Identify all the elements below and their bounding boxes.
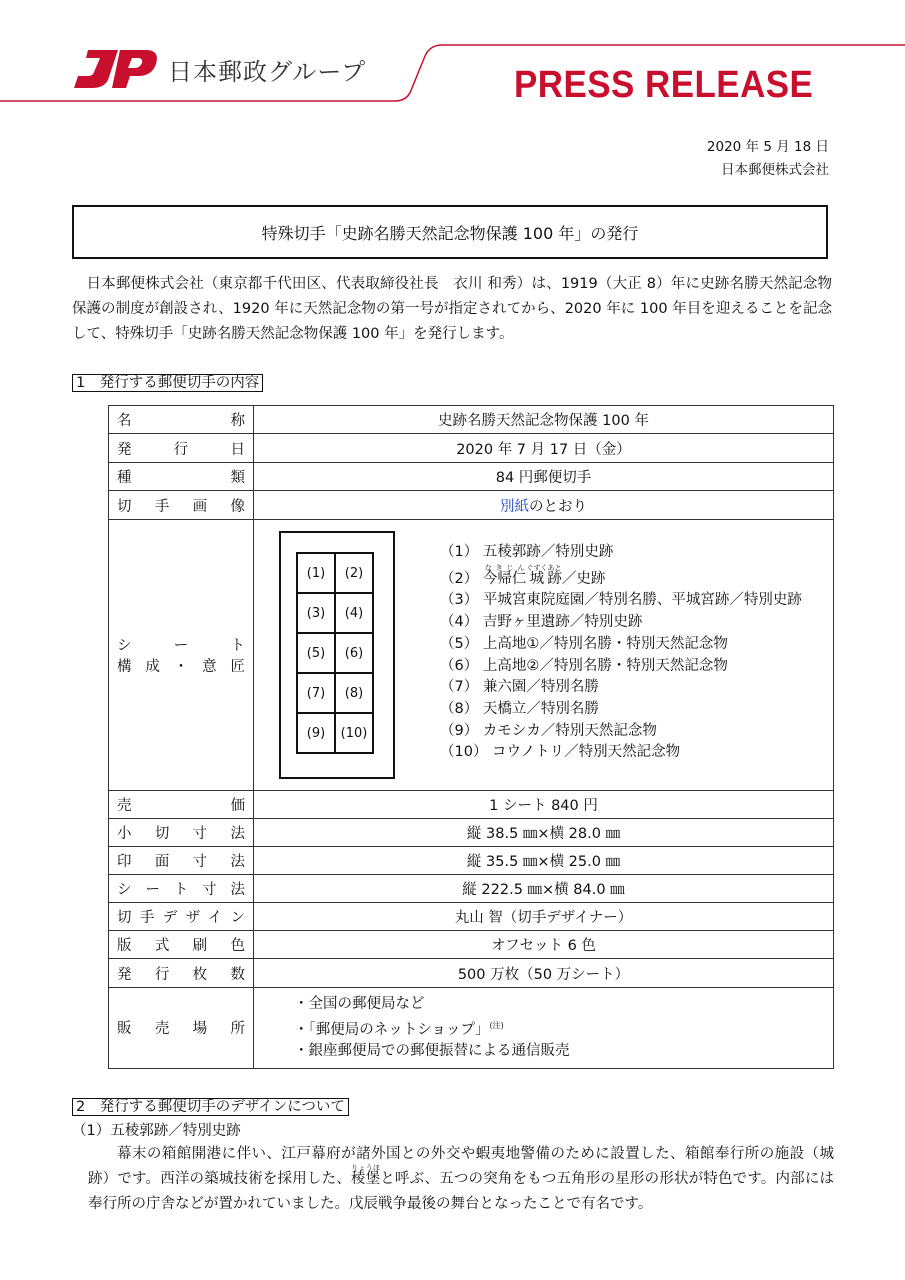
stamp-cell: (10) <box>335 713 373 753</box>
row-value: 1 シート 840 円 <box>254 791 834 819</box>
row-value: 史跡名勝天然記念物保護 100 年 <box>254 406 834 434</box>
row-label: シート寸法 <box>109 875 254 903</box>
stamp-details-table <box>108 405 834 1069</box>
logo-text: 日本郵政グループ <box>168 58 367 86</box>
stamp-cell: (8) <box>335 673 373 713</box>
row-label-line: 構成・意匠 <box>117 659 245 675</box>
sales-item-text: ・「郵便局のネットショップ」 <box>294 1021 490 1038</box>
note-marker: (注) <box>489 1021 504 1030</box>
list-item <box>440 564 802 591</box>
row-label: 印面寸法 <box>109 847 254 875</box>
sales-item: ・銀座郵便局での郵便振替による通信販売 <box>294 1042 570 1059</box>
row-value: 500 万枚（50 万シート） <box>254 959 834 988</box>
table-row <box>109 434 834 463</box>
row-value: 2020 年 7 月 17 日（金） <box>254 434 834 463</box>
table-row <box>109 406 834 434</box>
list-item-text: ／史跡 <box>561 570 606 587</box>
company-name: 日本郵便株式会社 <box>721 162 829 178</box>
attachment-link[interactable]: 別紙 <box>500 498 529 515</box>
row-label: 名称 <box>109 406 254 434</box>
stamp-cell: (5) <box>297 633 335 673</box>
list-item: （1） 五稜郭跡／特別史跡 <box>440 544 614 560</box>
row-value <box>254 491 834 520</box>
row-label: 切手デザイン <box>109 903 254 931</box>
row-value: 84 円郵便切手 <box>254 463 834 491</box>
row-label: 小切寸法 <box>109 819 254 847</box>
sales-item <box>294 1015 833 1041</box>
list-item: （8） 天橋立／特別名勝 <box>440 700 599 717</box>
row-value <box>254 988 834 1069</box>
furigana: ぐすく <box>526 563 548 572</box>
stamp-cell: (2) <box>335 553 373 593</box>
table-row <box>109 903 834 931</box>
jp-logo-icon <box>74 50 157 88</box>
stamp-grid <box>296 552 374 754</box>
stamp-cell: (7) <box>297 673 335 713</box>
row-label: 発行枚数 <box>109 959 254 988</box>
list-item: （5） 上高地①／特別名勝・特別天然記念物 <box>440 635 728 652</box>
list-item: （9） カモシカ／特別天然記念物 <box>440 722 657 739</box>
row-value: 縦 35.5 ㎜×横 25.0 ㎜ <box>254 847 834 875</box>
table-row <box>109 463 834 491</box>
row-label: 版式刷色 <box>109 931 254 959</box>
list-item: （4） 吉野ヶ里遺跡／特別史跡 <box>440 614 643 631</box>
row-label: 売価 <box>109 791 254 819</box>
release-date: 2020 年 5 月 18 日 <box>706 139 829 155</box>
description-text: と呼ぶ、五つの突角をもつ五角形の星形の形状が特色です。内部には奉行所の庁舎などが置かれていました。戊辰戦争最後の舞台となったことで有名です。 <box>88 1171 834 1212</box>
ruby-base: 城 <box>526 570 548 587</box>
date-block <box>707 136 829 182</box>
table-row <box>109 959 834 988</box>
list-item: （3） 平城宮東院庭園／特別名勝、平城宮跡／特別史跡 <box>440 592 802 609</box>
furigana: あと <box>547 563 562 572</box>
ruby-base: 稜堡 <box>350 1171 381 1187</box>
intro-paragraph: 日本郵便株式会社（東京都千代田区、代表取締役社長 衣川 和秀）は、1919（大正 8）年に史跡名勝天然記念物保護の制度が創設され、1920 年に天然記念物の第一号が指定されてから、2020 年に 100 年目を迎えることを記念して、特殊切手「史跡名勝天然記念物保護 100 年」を発行します。 <box>72 276 832 342</box>
table-row <box>109 847 834 875</box>
list-item: （6） 上高地②／特別名勝・特別天然記念物 <box>440 657 728 674</box>
ruby-base: 跡 <box>547 570 562 587</box>
row-value: オフセット 6 色 <box>254 931 834 959</box>
table-row <box>109 520 834 791</box>
sales-item: ・全国の郵便局など <box>294 996 425 1012</box>
furigana: なきじん <box>482 563 527 572</box>
stamp-cell: (3) <box>297 593 335 633</box>
ruby-base: 今帰仁 <box>482 570 527 587</box>
design-description <box>72 1142 834 1217</box>
row-label: 販売場所 <box>109 988 254 1069</box>
row-label: 切手画像 <box>109 491 254 520</box>
table-row <box>109 491 834 520</box>
table-row <box>109 875 834 903</box>
row-value: 縦 38.5 ㎜×横 28.0 ㎜ <box>254 819 834 847</box>
document-title: 特殊切手「史跡名勝天然記念物保護 100 年」の発行 <box>72 205 828 259</box>
stamp-list <box>440 542 802 764</box>
stamp-cell: (1) <box>297 553 335 593</box>
section-1-heading: 1 発行する郵便切手の内容 <box>72 374 263 392</box>
stamp-cell: (4) <box>335 593 373 633</box>
table-row <box>109 988 834 1069</box>
row-value <box>254 520 834 791</box>
row-value: 丸山 智（切手デザイナー） <box>254 903 834 931</box>
row-label-line: シート <box>117 638 245 654</box>
table-row <box>109 791 834 819</box>
stamp-cell: (9) <box>297 713 335 753</box>
row-label <box>109 520 254 791</box>
row-value-text: のとおり <box>529 498 587 515</box>
stamp-cell: (6) <box>335 633 373 673</box>
press-release-heading: PRESS RELEASE <box>514 64 814 106</box>
list-item: （10） コウノトリ／特別天然記念物 <box>440 744 681 761</box>
subsection-1-heading: （1）五稜郭跡／特別史跡 <box>72 1123 241 1139</box>
list-item-number: （2） <box>440 570 483 587</box>
list-item: （7） 兼六園／特別名勝 <box>440 679 599 696</box>
row-label: 種類 <box>109 463 254 491</box>
table-row <box>109 931 834 959</box>
furigana: りょうほ <box>350 1164 381 1172</box>
row-value: 縦 222.5 ㎜×横 84.0 ㎜ <box>254 875 834 903</box>
table-row <box>109 819 834 847</box>
section-2-heading: 2 発行する郵便切手のデザインについて <box>72 1098 349 1116</box>
row-label: 発行日 <box>109 434 254 463</box>
description-text: 幕末の箱館開港に伴い、江戸幕府が諸外国との外交や蝦夷地警備のために設置した、箱館奉行所の施設（城跡）です。西洋の築城技術を採用した、 <box>88 1146 834 1187</box>
